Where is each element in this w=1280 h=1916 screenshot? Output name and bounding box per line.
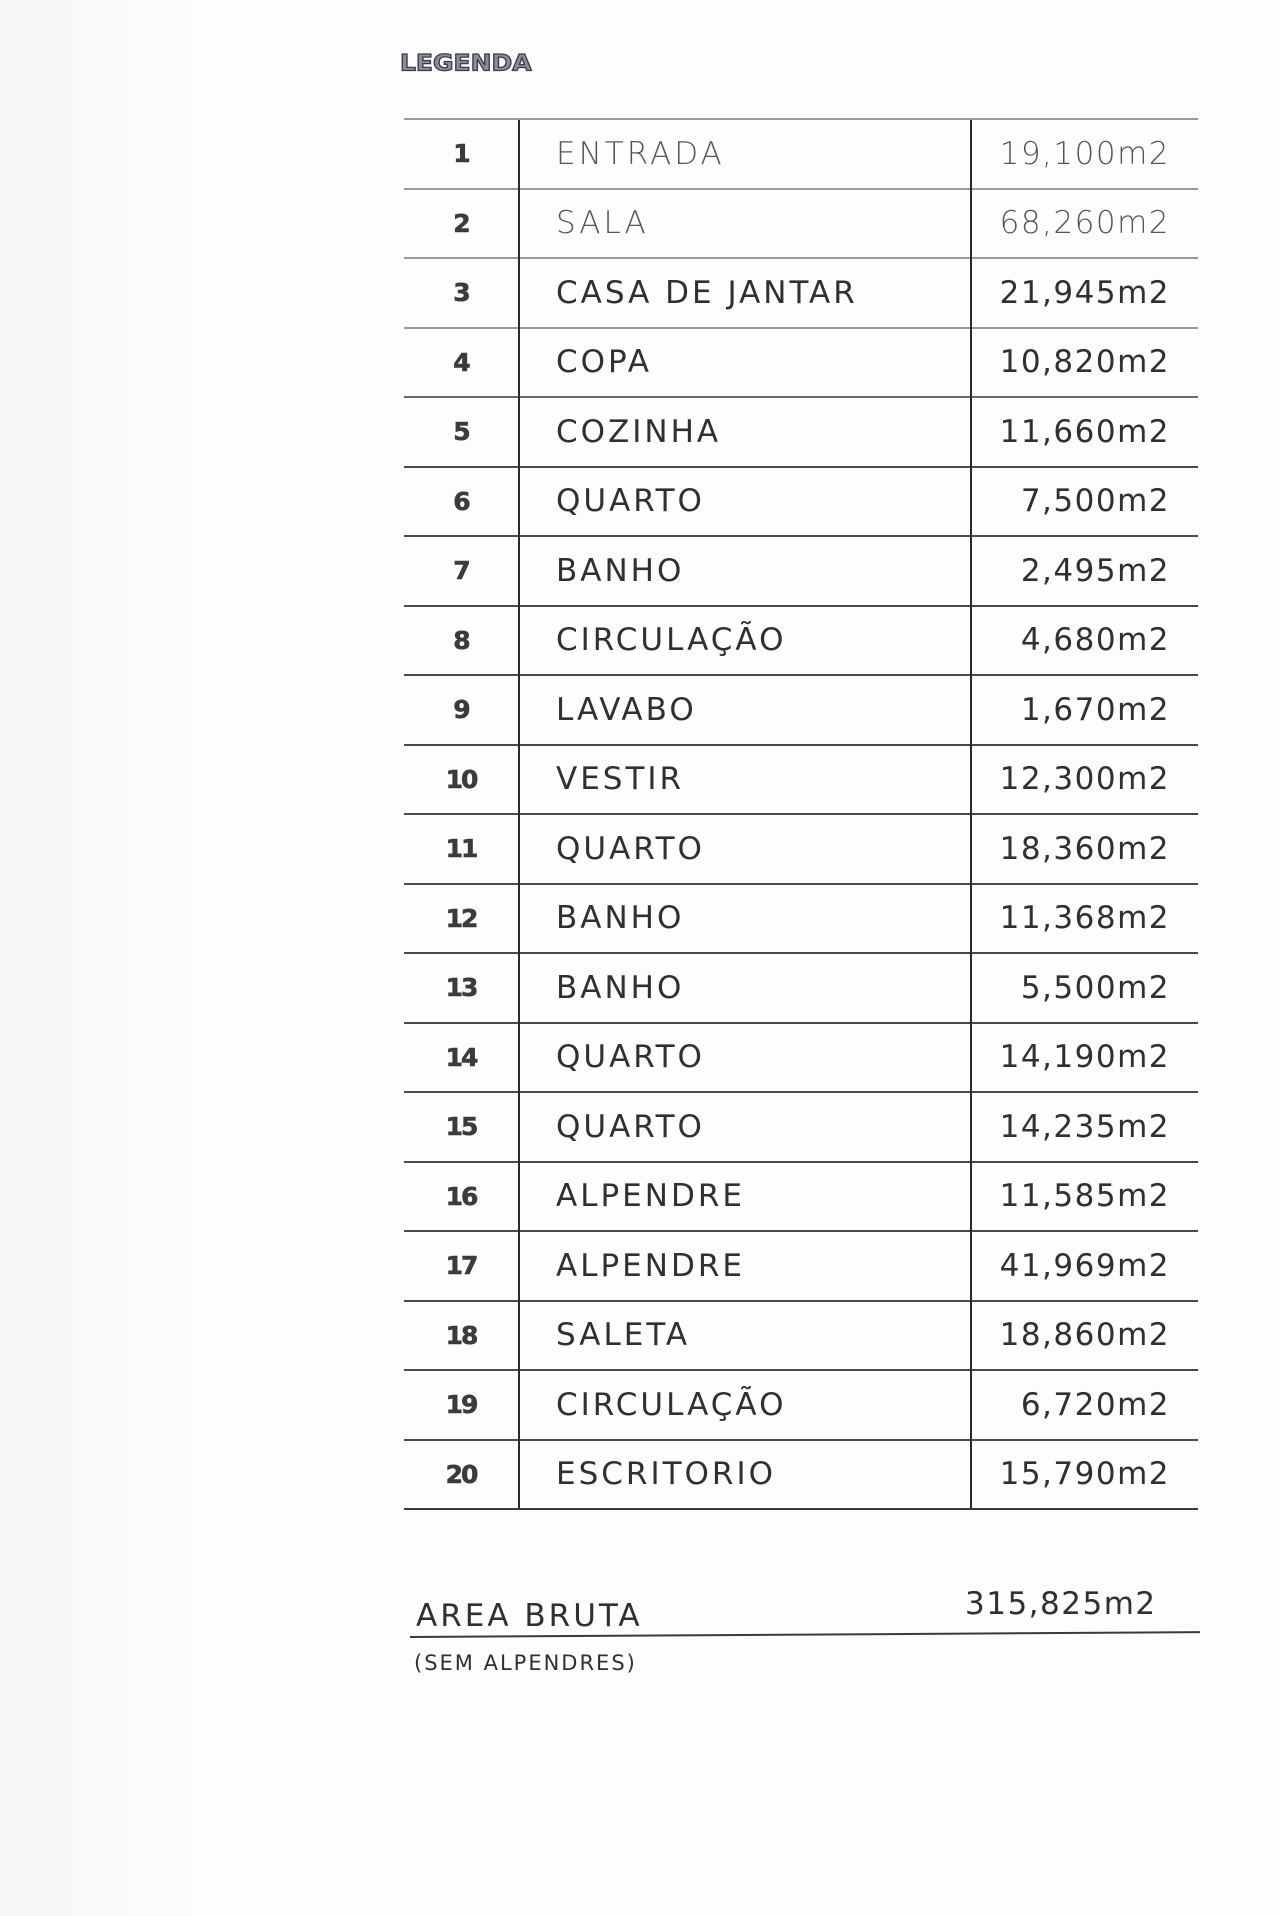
room-name: QUARTO — [519, 467, 971, 537]
room-number: 4 — [404, 328, 519, 398]
table-row — [404, 814, 1198, 884]
room-area: 2,495m2 — [971, 536, 1198, 606]
room-number: 11 — [404, 814, 519, 884]
room-area: 41,969m2 — [971, 1231, 1198, 1301]
table-row — [404, 1231, 1198, 1301]
table-row — [404, 884, 1198, 954]
room-number: 5 — [404, 397, 519, 467]
room-number: 2 — [404, 189, 519, 259]
room-area: 1,670m2 — [971, 675, 1198, 745]
table-row — [404, 328, 1198, 398]
table-row — [404, 258, 1198, 328]
table-row — [404, 1162, 1198, 1232]
room-area: 12,300m2 — [971, 745, 1198, 815]
room-name: BANHO — [519, 884, 971, 954]
room-area: 21,945m2 — [971, 258, 1198, 328]
table-row — [404, 745, 1198, 815]
gross-area-note: (SEM ALPENDRES) — [414, 1651, 637, 1675]
room-name: QUARTO — [519, 1092, 971, 1162]
room-number: 20 — [404, 1440, 519, 1510]
room-number: 19 — [404, 1370, 519, 1440]
table-row — [404, 1023, 1198, 1093]
room-number: 17 — [404, 1231, 519, 1301]
room-number: 1 — [404, 119, 519, 189]
table-row — [404, 953, 1198, 1023]
room-area: 11,585m2 — [971, 1162, 1198, 1232]
room-area: 11,368m2 — [971, 884, 1198, 954]
page-edge-shade — [0, 0, 200, 1916]
legend-table-body — [404, 119, 1198, 1509]
room-number: 15 — [404, 1092, 519, 1162]
gross-area-label: AREA BRUTA — [416, 1598, 643, 1634]
legend-table — [404, 118, 1198, 1510]
room-area: 11,660m2 — [971, 397, 1198, 467]
room-area: 6,720m2 — [971, 1370, 1198, 1440]
room-name: COZINHA — [519, 397, 971, 467]
room-number: 18 — [404, 1301, 519, 1371]
table-row — [404, 606, 1198, 676]
room-name: CIRCULAÇÃO — [519, 606, 971, 676]
room-name: BANHO — [519, 536, 971, 606]
room-name: ENTRADA — [519, 119, 971, 189]
table-row — [404, 1092, 1198, 1162]
room-number: 8 — [404, 606, 519, 676]
room-name: ALPENDRE — [519, 1162, 971, 1232]
room-name: SALETA — [519, 1301, 971, 1371]
room-name: BANHO — [519, 953, 971, 1023]
table-row — [404, 675, 1198, 745]
room-area: 7,500m2 — [971, 467, 1198, 537]
table-row — [404, 467, 1198, 537]
room-name: QUARTO — [519, 1023, 971, 1093]
legend-title: LEGENDA — [400, 50, 532, 77]
room-name: SALA — [519, 189, 971, 259]
table-row — [404, 119, 1198, 189]
room-number: 10 — [404, 745, 519, 815]
room-name: LAVABO — [519, 675, 971, 745]
room-area: 68,260m2 — [971, 189, 1198, 259]
room-number: 9 — [404, 675, 519, 745]
room-name: QUARTO — [519, 814, 971, 884]
table-row — [404, 397, 1198, 467]
room-area: 18,360m2 — [971, 814, 1198, 884]
room-name: CIRCULAÇÃO — [519, 1370, 971, 1440]
table-row — [404, 1440, 1198, 1510]
room-area: 18,860m2 — [971, 1301, 1198, 1371]
room-name: ESCRITORIO — [519, 1440, 971, 1510]
room-number: 13 — [404, 953, 519, 1023]
room-area: 4,680m2 — [971, 606, 1198, 676]
room-name: COPA — [519, 328, 971, 398]
room-number: 12 — [404, 884, 519, 954]
room-name: ALPENDRE — [519, 1231, 971, 1301]
room-number: 16 — [404, 1162, 519, 1232]
room-area: 15,790m2 — [971, 1440, 1198, 1510]
room-area: 14,190m2 — [971, 1023, 1198, 1093]
room-number: 7 — [404, 536, 519, 606]
table-row — [404, 1370, 1198, 1440]
room-area: 14,235m2 — [971, 1092, 1198, 1162]
room-number: 3 — [404, 258, 519, 328]
room-area: 5,500m2 — [971, 953, 1198, 1023]
room-area: 19,100m2 — [971, 119, 1198, 189]
table-row — [404, 1301, 1198, 1371]
room-name: VESTIR — [519, 745, 971, 815]
room-number: 14 — [404, 1023, 519, 1093]
room-area: 10,820m2 — [971, 328, 1198, 398]
room-name: CASA DE JANTAR — [519, 258, 971, 328]
gross-area-value: 315,825m2 — [965, 1586, 1157, 1622]
table-row — [404, 536, 1198, 606]
room-number: 6 — [404, 467, 519, 537]
table-row — [404, 189, 1198, 259]
